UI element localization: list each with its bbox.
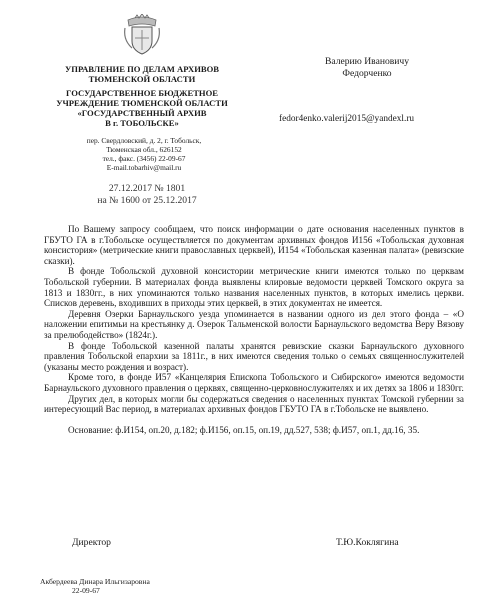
performer-phone: 22-09-67 [72,586,100,595]
signatory-name: Т.Ю.Коклягина [336,537,399,548]
recipient-name [292,56,442,80]
institution-line: «ГОСУДАРСТВЕННЫЙ АРХИВ [77,108,207,118]
body-paragraph: Деревня Озерки Барнаульского уезда упоминается в названии одного из дел этого фонда – «О наложении епитимьи на крестьянку д. Озерок Тальменской волости Барнаульского ведомства Веру Вязову за прелюбодейство» (1824г.). [44,308,464,340]
address-line: E-mail.tobarhiv@mail.ru [106,163,182,172]
outgoing-reference [92,183,202,206]
address-line: пер. Свердловский, д. 2, г. Тобольск, [86,136,202,145]
institution-line: ГОСУДАРСТВЕННОЕ БЮДЖЕТНОЕ [65,88,219,98]
basis-paragraph: Основание: ф.И154, оп.20, д.182; ф.И156, оп.15, оп.19, дд.527, 538; ф.И57, оп.1, дд.16, 35. [68,424,420,435]
recipient-line: Валерию Ивановичу [324,56,410,67]
signatory-title: Директор [72,537,111,548]
org-line: ТЮМЕНСКОЙ ОБЛАСТИ [88,74,196,84]
outgoing-number: 27.12.2017 № 1801 [108,183,186,194]
recipient-line: Федорченко [342,68,392,79]
address-line: тел., факс. (3456) 22-09-67 [102,154,186,163]
body-paragraph: По Вашему запросу сообщаем, что поиск информации о дате основания населенных пунктов в ГБУТО ГА в г.Тобольске осуществляется по документам архивных фондов И156 «Тобольская духовная консистория» (метрические книги православных церквей), И154 «Тобольская казенная палата» (ревизские сказки). [44,224,464,266]
coat-of-arms-emblem [122,14,162,56]
performer-name: Акбердеева Динара Ильгизаровна [40,577,150,586]
institution-name [52,88,232,128]
body-paragraph: В фонде Тобольской духовной консистории метрические книги имеются только по церквам Тобольской губернии. В материалах фонда выявлены клировые ведомости церквей Томского округа за 1813 и 1830гг., в них упоминаются только названия населенных пунктов, в которых имелись церкви. Списков деревень, входивших в приходы этих церквей, в этих документах не имеется. [44,266,464,309]
institution-address [70,136,218,172]
address-line: Тюменская обл., 626152 [106,145,182,154]
body-paragraph: Других дел, в которых могли бы содержаться сведения о населенных пунктах Томской губернии за интересующий Вас период, в материалах архивных фондов ГБУТО ГА в г.Тобольске не выявлено. [44,393,464,415]
institution-line: УЧРЕЖДЕНИЕ ТЮМЕНСКОЙ ОБЛАСТИ [56,98,228,108]
org-name [52,64,232,84]
institution-line: В г. ТОБОЛЬСКЕ» [105,118,179,128]
letter-body [44,224,464,435]
body-paragraph: Кроме того, в фонде И57 «Канцелярия Епископа Тобольского и Сибирского» имеются ведомости Барнаульского духовного правления о церквях, священно-церковнослужителях и их детях за 1806 и 1830гг. [44,372,464,393]
incoming-reference: на № 1600 от 25.12.2017 [97,194,197,206]
recipient-email[interactable]: fedor4enko.valerij2015@yandexl.ru [279,114,415,124]
body-paragraph: В фонде Тобольской казенной палаты хранятся ревизские сказки Барнаульского духовного правления Тобольской епархии за 1811г., в них имеются сведения только о семьях священнослужителей (указаны место рождения и возраст). [44,340,464,372]
org-line: УПРАВЛЕНИЕ ПО ДЕЛАМ АРХИВОВ [64,64,220,74]
